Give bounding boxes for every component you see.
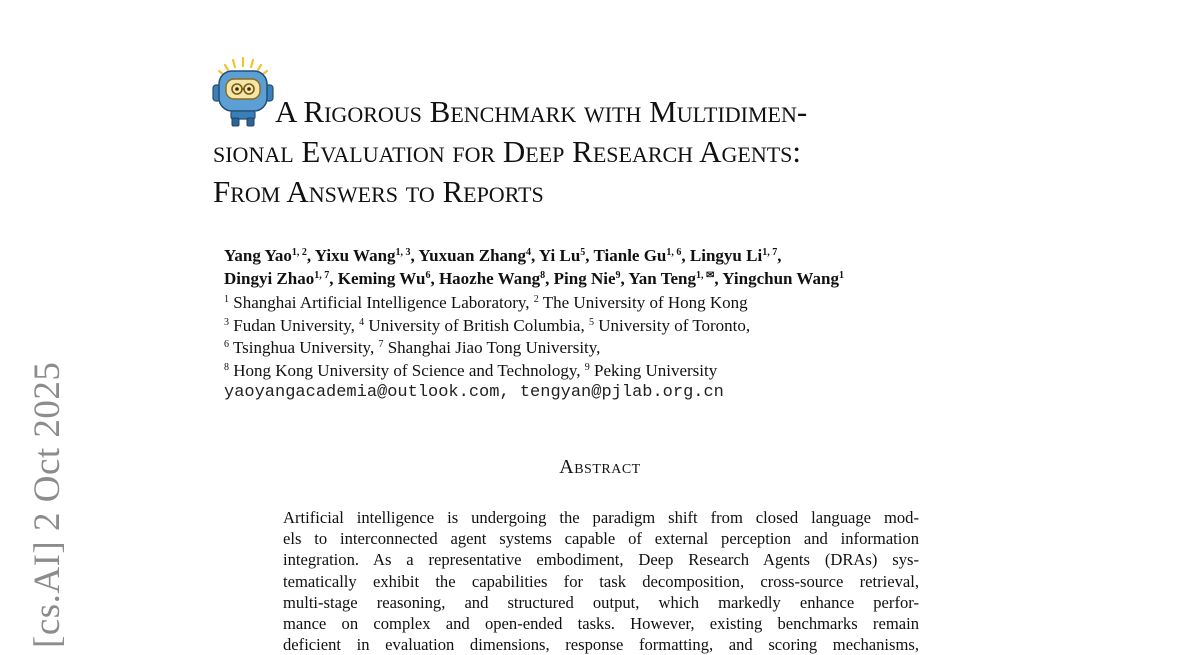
title-line: A Rigorous Benchmark with Multidimen- (275, 94, 808, 129)
author-name: Yi Lu (538, 246, 581, 265)
author-name: Dingyi Zhao (224, 269, 315, 288)
author-name: Yixu Wang (314, 246, 396, 265)
affiliation-row: $^1$ Shanghai Artificial Intelligence Laboratory, $^2$ The University of Hong Kong (224, 293, 748, 312)
author-affil-sup: 4 (525, 247, 531, 258)
abstract-heading: Abstract (559, 456, 641, 478)
author-name: Tianle Gu (593, 246, 667, 265)
affiliation-row: $^8$ Hong Kong University of Science and Technology, $^9$ Peking University (224, 360, 718, 380)
abstract-line: multi-stage reasoning, and structured output, which markedly enhance perfor- (283, 592, 919, 612)
author-name: Haozhe Wang (438, 269, 541, 288)
contact-emails: yaoyangacademia@outlook.com, tengyan@pjlab.org.cn (224, 383, 724, 402)
author-affil-sup: 1, ✉ (695, 270, 715, 281)
affiliation-row: $^6$ Tsinghua University, $^7$ Shanghai Jiao Tong University, (224, 338, 601, 357)
author-name: Keming Wu (337, 269, 426, 288)
author-name: Yang Yao (224, 246, 292, 265)
abstract-line: els to interconnected agent systems capable of external perception and information (283, 529, 919, 549)
paper-title (213, 92, 1013, 212)
abstract-body (283, 507, 919, 655)
affiliation-row: $^3$ Fudan University, $^4$ University of British Columbia, $^5$ University of Toronto, (224, 315, 751, 335)
title-line: From Answers to Reports (213, 174, 544, 209)
author-name: Yuxuan Zhang (418, 246, 526, 265)
abstract-line: mance on complex and open-ended tasks. However, existing benchmarks remain (283, 614, 919, 634)
author-list (224, 244, 1004, 290)
title-line: sional Evaluation for Deep Research Agents: (213, 134, 801, 169)
abstract-line: tematically exhibit the capabilities for task decomposition, cross-source retrieval, (283, 571, 919, 591)
author-name: Lingyu Li (689, 246, 763, 265)
author-affil-sup: 5 (580, 247, 586, 258)
author-affil-sup: 8 (540, 270, 546, 281)
author-row: Yang Yao$^{1, 2}$, Yixu Wang$^{1, 3}$, Yuxuan Zhang$^4$, Yi Lu$^5$, Tianle Gu$^{1, 6}$, Lingyu Li$^{1, 7}$, (224, 246, 782, 265)
author-name: Yan Teng (628, 269, 696, 288)
author-affil-sup: 1, 2 (291, 247, 307, 258)
author-affil-sup: 1 (838, 270, 844, 281)
author-affil-sup: 9 (615, 270, 621, 281)
abstract-line: Artificial intelligence is undergoing the paradigm shift from closed language mod- (283, 508, 919, 527)
author-row: Dingyi Zhao$^{1, 7}$, Keming Wu$^6$, Haozhe Wang$^8$, Ping Nie$^9$, Yan Teng$^{1, ✉}$, Yingchun Wang$^1$ (224, 269, 844, 288)
author-affil-sup: 1, 6 (666, 247, 682, 258)
author-name: Yingchun Wang (722, 269, 839, 288)
abstract-line: integration. As a representative embodiment, Deep Research Agents (DRAs) sys- (283, 550, 919, 570)
author-affil-sup: 1, 3 (395, 247, 411, 258)
affiliation-list (224, 292, 1004, 382)
author-affil-sup: 1, 7 (314, 270, 330, 281)
author-affil-sup: 6 (425, 270, 431, 281)
arxiv-side-stamp: [cs.AI] 2 Oct 2025 (27, 361, 68, 648)
author-affil-sup: 1, 7 (762, 247, 778, 258)
abstract-line: deficient in evaluation dimensions, response formatting, and scoring mechanisms, (283, 635, 919, 655)
author-name: Ping Nie (553, 269, 616, 288)
